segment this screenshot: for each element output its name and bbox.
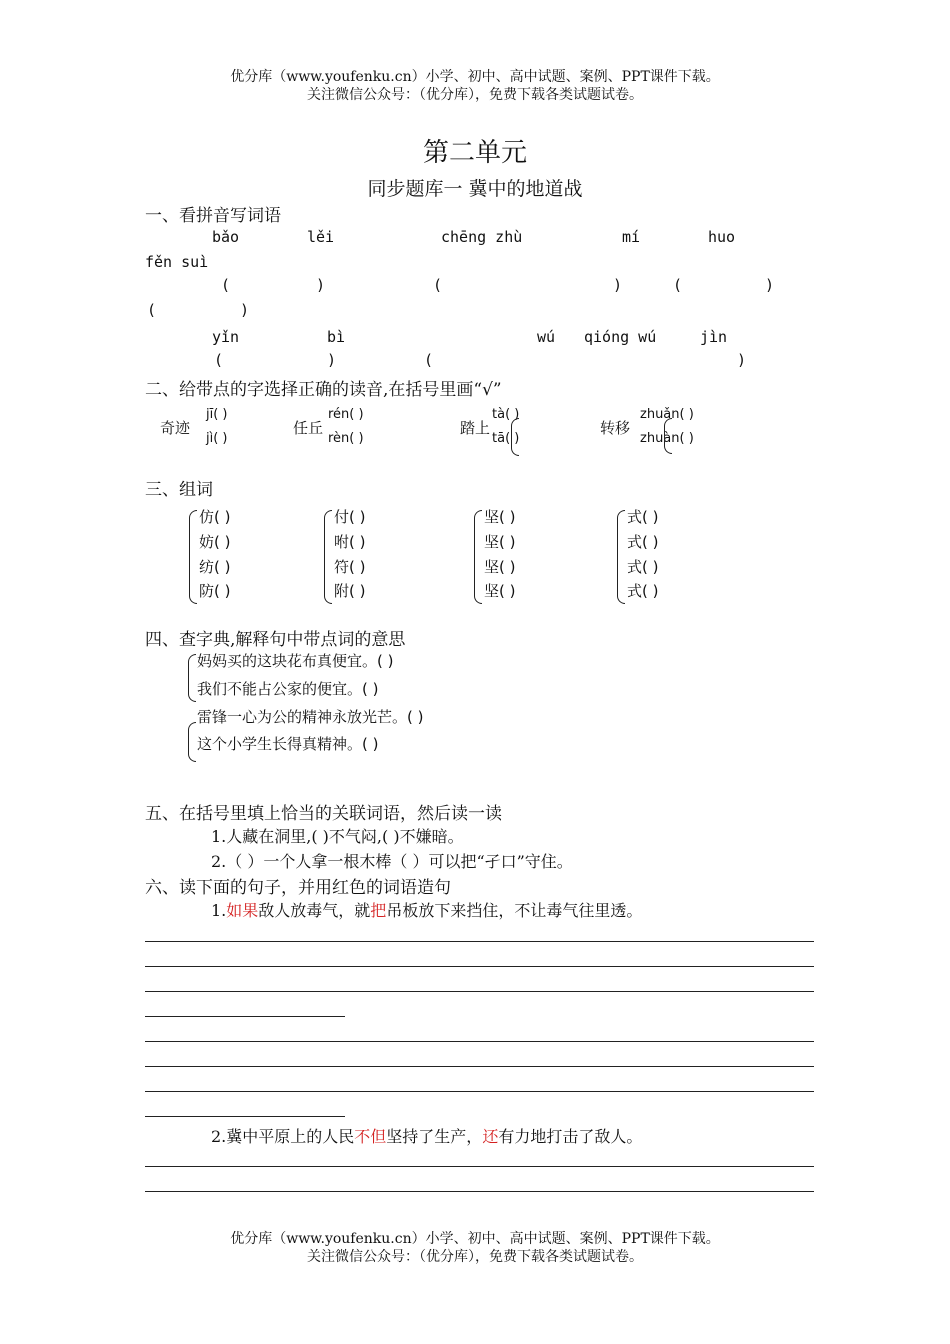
answer-paren-close: ) [327,351,337,369]
answer-line[interactable] [145,1116,345,1117]
pinyin: yǐn [212,328,240,346]
answer-paren-close: ) [765,276,775,294]
section-4-heading: 四、查字典,解释句中带点词的意思 [145,630,406,650]
answer-line[interactable] [145,1016,345,1017]
word-item: 妨( ) [199,533,231,551]
pinyin: chēng zhù [441,228,523,246]
word-item: 坚( ) [484,533,516,551]
answer-paren-open: ( [673,276,683,294]
pinyin: bǎo [212,228,240,246]
answer-paren-close: ) [316,276,326,294]
sentence: 雷锋一心为公的精神永放光芒。( ) [197,708,424,726]
brace [511,418,519,456]
sentence-2 [211,1124,642,1147]
word-item: 坚( ) [484,508,516,526]
word-item: 坚( ) [484,558,516,576]
reading-option: zhuǎn( ) [640,407,694,422]
section-1-heading: 一、看拼音写词语 [145,206,281,226]
keyword: 把 [370,901,387,920]
sentence-1 [211,898,642,921]
reading-option: tà( ) [492,407,520,422]
word-item: 防( ) [199,582,231,600]
answer-line[interactable] [145,1041,814,1042]
answer-line[interactable] [145,1191,814,1192]
word-item: 式( ) [627,533,659,551]
pinyin: huo [708,228,736,246]
header-line-2: 关注微信公众号：（优分库），免费下载各类试题试卷。 [307,87,643,103]
word-item: 式( ) [627,508,659,526]
sentence: 这个小学生长得真精神。( ) [197,735,379,753]
answer-line[interactable] [145,941,814,942]
brace [188,654,196,702]
word: 奇迹 [160,419,191,437]
word-item: 附( ) [334,582,366,600]
sentence: 我们不能占公家的便宜。( ) [197,680,379,698]
brace [664,418,672,454]
keyword: 不但 [354,1127,387,1146]
word-item: 式( ) [627,582,659,600]
section-6-heading: 六、读下面的句子，并用红色的词语造句 [145,878,451,898]
answer-paren-open: ( [221,276,231,294]
sentence-num: 1. [211,901,227,920]
sentence-text: 吊板放下来挡住，不让毒气往里透。 [386,901,643,920]
answer-line[interactable] [145,1166,814,1167]
word-item: 咐( ) [334,533,366,551]
sentence: 妈妈买的这块花布真便宜。( ) [197,652,394,670]
word: 转移 [600,419,631,437]
reading-option: jī( ) [206,407,228,422]
answer-line[interactable] [145,966,814,967]
brace [324,510,332,604]
section-2-heading: 二、给带点的字选择正确的读音,在括号里画“√” [145,380,502,400]
answer-paren-close: ) [240,301,250,319]
section-3-heading: 三、组词 [145,480,213,500]
word-item: 付( ) [334,508,366,526]
answer-line[interactable] [145,1066,814,1067]
word-item: 式( ) [627,558,659,576]
answer-line[interactable] [145,991,814,992]
answer-paren-close: ) [737,351,747,369]
question-1: 1.人藏在洞里,( )不气闷,( )不嫌暗。 [211,827,464,846]
word-item: 仿( ) [199,508,231,526]
answer-paren-open: ( [424,351,434,369]
word: 任丘 [293,419,324,437]
question-2: 2.（ ）一个人拿一根木棒（ ）可以把“孑口”守住。 [211,852,573,871]
pinyin: mí [622,228,641,246]
brace [189,510,197,604]
answer-paren-close: ) [613,276,623,294]
word-item: 纺( ) [199,558,231,576]
word-item: 坚( ) [484,582,516,600]
pinyin: jìn [700,328,728,346]
section-5-heading: 五、在括号里填上恰当的关联词语，然后读一读 [145,804,502,824]
sentence-text: 2.冀中平原上的人民 [211,1127,355,1146]
header-line-1: 优分库（www.youfenku.cn）小学、初中、高中试题、案例、PPT课件下载。 [230,69,720,85]
word: 踏上 [460,419,491,437]
sentence-text: 坚持了生产， [386,1127,483,1146]
reading-option: jì( ) [206,431,228,446]
brace [617,510,625,604]
brace [474,510,482,604]
keyword: 还 [482,1127,499,1146]
footer-line-1: 优分库（www.youfenku.cn）小学、初中、高中试题、案例、PPT课件下载。 [230,1231,720,1247]
answer-paren-open: ( [147,301,157,319]
reading-option: zhuàn( ) [640,431,694,446]
pinyin: fěn suì [145,253,209,271]
sentence-text: 敌人放毒气，就 [258,901,371,920]
reading-option: tā( ) [492,431,520,446]
footer-line-2: 关注微信公众号：（优分库），免费下载各类试题试卷。 [307,1249,643,1265]
brace [188,722,196,762]
reading-option: rén( ) [328,407,364,422]
answer-paren-open: ( [433,276,443,294]
pinyin: wú [537,328,556,346]
page-subtitle: 同步题库一 冀中的地道战 [367,178,583,200]
pinyin: lěi [307,228,335,246]
reading-option: rèn( ) [328,431,364,446]
answer-line[interactable] [145,1091,814,1092]
word-item: 符( ) [334,558,366,576]
pinyin: bì [327,328,346,346]
sentence-text: 有力地打击了敌人。 [498,1127,643,1146]
answer-paren-open: ( [214,351,224,369]
keyword: 如果 [226,901,259,920]
page-title: 第二单元 [422,138,527,168]
pinyin: qióng wú [584,328,657,346]
